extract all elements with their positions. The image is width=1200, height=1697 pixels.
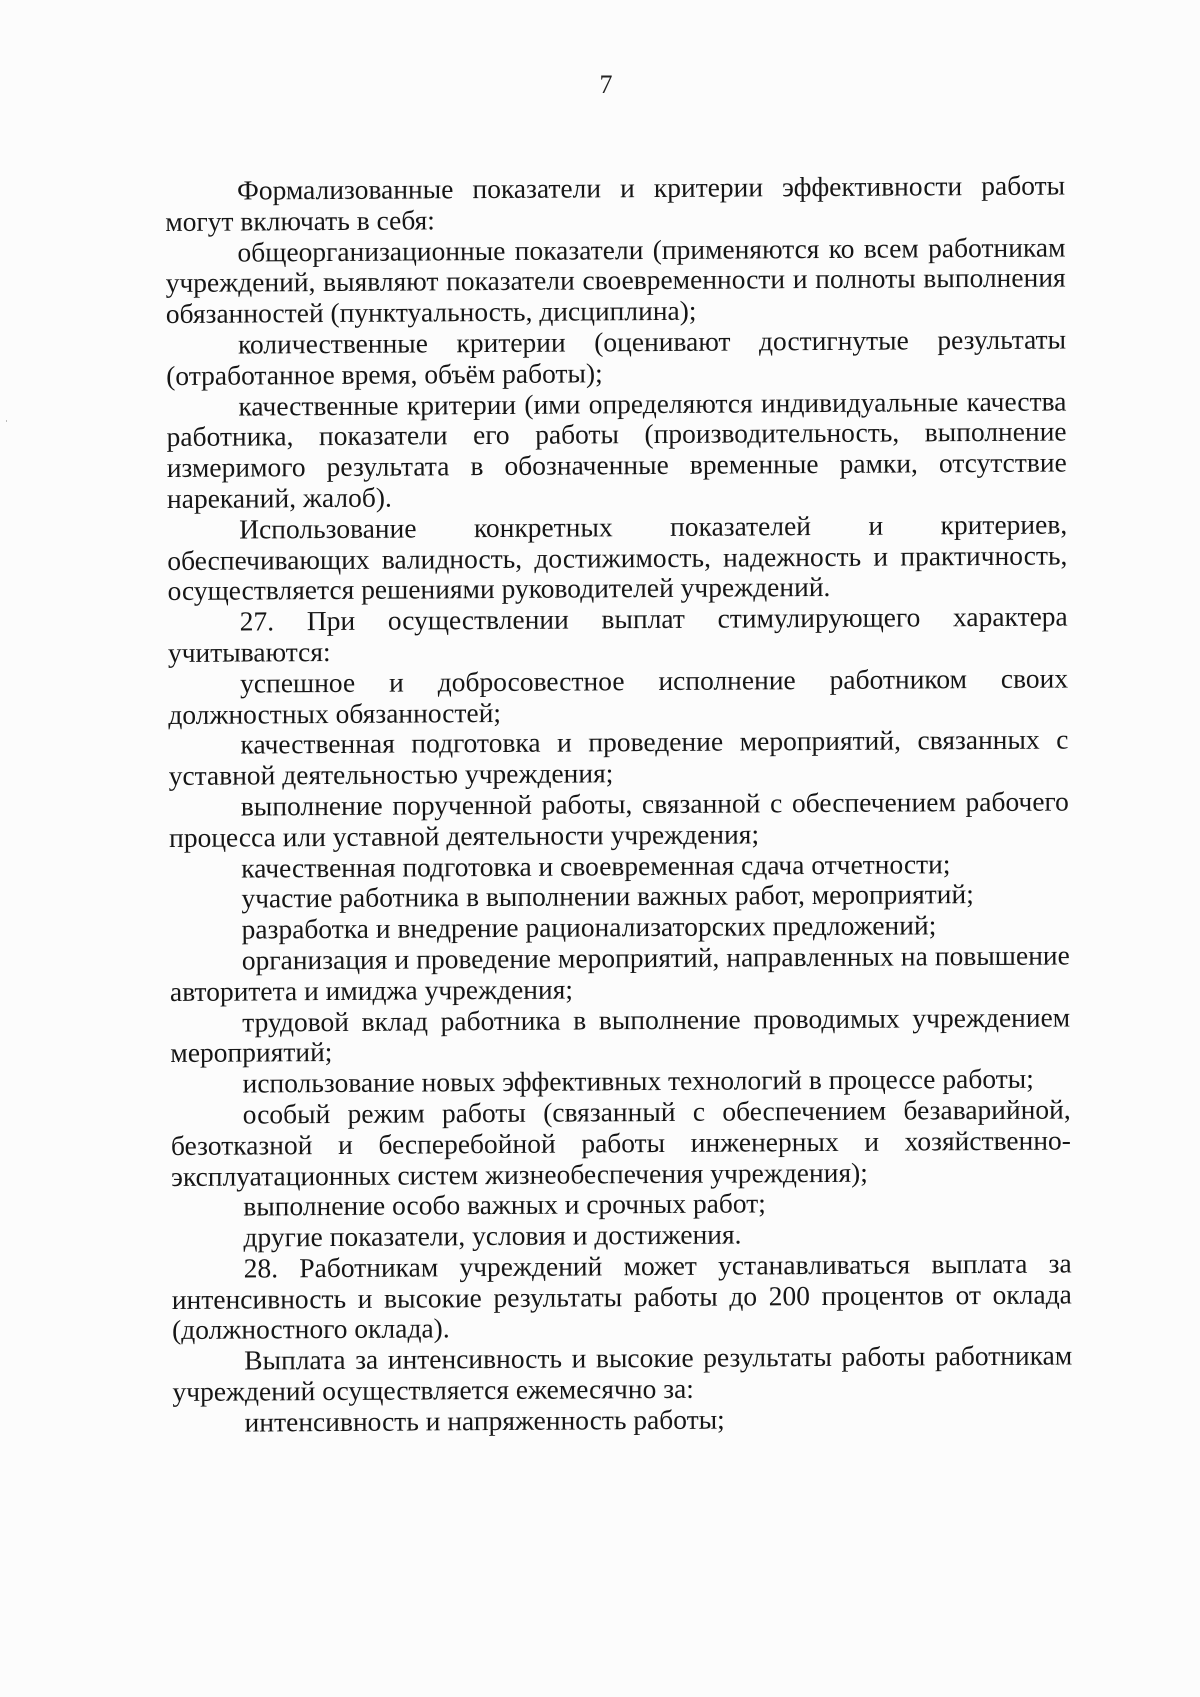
- list-item: качественная подготовка и своевременная сдача отчетности;: [241, 847, 951, 884]
- paragraph-item-28: 28. Работникам учреждений может устанавливаться выплата за интенсивность и высокие результаты работы до 200 процентов от оклада (должностного оклада).: [171, 1247, 1072, 1346]
- list-item: трудовой вклад работника в выполнение проводимых учреждением мероприятий;: [170, 1001, 1071, 1069]
- list-item: интенсивность и напряженность работы;: [244, 1403, 725, 1438]
- paragraph-item-27: 27. При осуществлении выплат стимулирующего характера учитываются:: [167, 600, 1068, 668]
- list-item: использование новых эффективных технологий в процессе работы;: [242, 1062, 1034, 1099]
- list-item: особый режим работы (связанный с обеспечением безаварийной, безотказной и бесперебойной работы инженерных и хозяйственно-эксплуатационных систем жизнеобеспечения учреждения);: [170, 1093, 1071, 1192]
- paragraph-payment-monthly: Выплата за интенсивность и высокие результаты работы работникам учреждений осуществляется ежемесячно за:: [172, 1339, 1073, 1408]
- paragraph-qualitative-criteria: качественные критерии (ими определяются индивидуальные качества работника, показатели его работы (производительность, выполнение измеримого результата в обозначенные временные рамки, отсутствие нареканий, жалоб).: [166, 385, 1067, 514]
- page-number: 7: [599, 70, 613, 99]
- list-item: выполнение порученной работы, связанной с обеспечением рабочего процесса или уставной деятельности учреждения;: [168, 785, 1069, 853]
- paragraph-intro: Формализованные показатели и критерии эффективности работы могут включать в себя:: [165, 169, 1066, 237]
- paragraph-usage-of-indicators: Использование конкретных показателей и критериев, обеспечивающих валидность, достижимость, надежность и практичность, осуществляется решениями руководителей учреждений.: [167, 508, 1068, 607]
- list-item: другие показатели, условия и достижения.: [243, 1218, 742, 1253]
- list-item: качественная подготовка и проведение мероприятий, связанных с уставной деятельностью учреждения;: [168, 723, 1069, 792]
- scan-artifact: [6, 420, 7, 422]
- paragraph-general-indicators: общеорганизационные показатели (применяются ко всем работникам учреждений, выявляют показатели своевременности и полноты выполнения обязанностей (пунктуальность, дисциплина);: [165, 231, 1066, 330]
- paragraph-quantitative-criteria: количественные критерии (оценивают достигнутые результаты (отработанное время, объём работы);: [166, 323, 1067, 391]
- list-item: успешное и добросовестное исполнение работником своих должностных обязанностей;: [168, 662, 1069, 730]
- list-item: участие работника в выполнении важных работ, мероприятий;: [241, 878, 974, 914]
- list-item: выполнение особо важных и срочных работ;: [243, 1187, 766, 1222]
- document-body: [165, 171, 1073, 1439]
- list-item: организация и проведение мероприятий, направленных на повышение авторитета и имиджа учреждения;: [169, 939, 1070, 1007]
- list-item: разработка и внедрение рационализаторских предложений;: [241, 909, 937, 945]
